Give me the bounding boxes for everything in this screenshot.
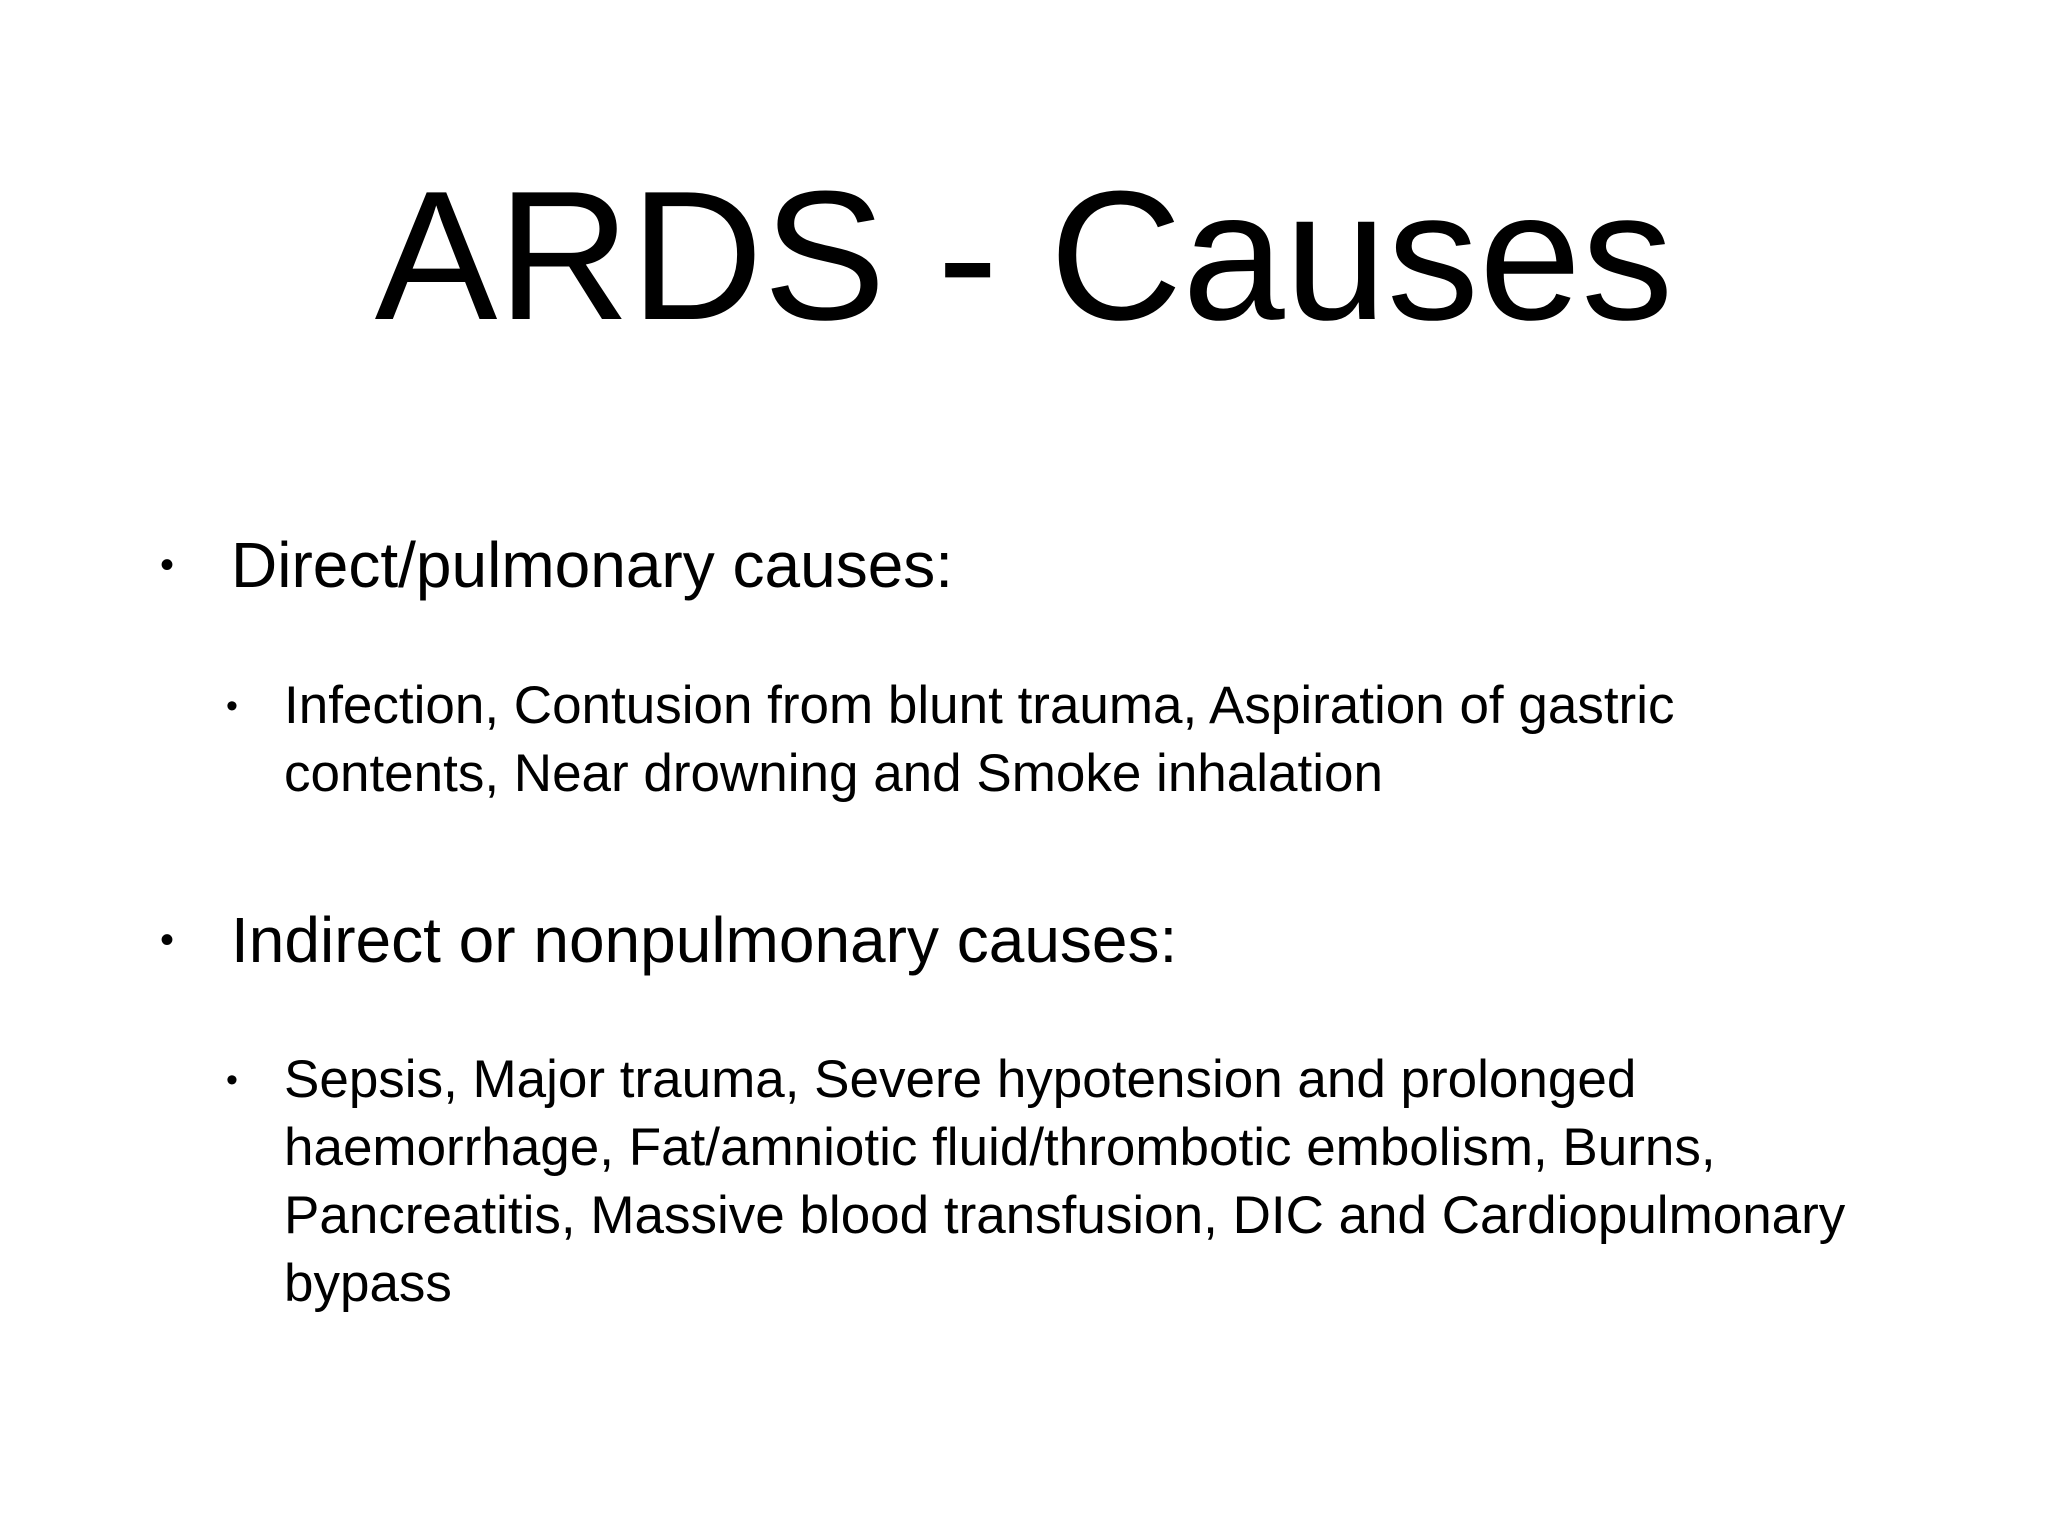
slide-title: ARDS - Causes: [374, 152, 1674, 358]
bullet-dot: •: [160, 543, 175, 587]
sub-bullet-text-indirect: Sepsis, Major trauma, Severe hypotension and prolonged haemorrhage, Fat/amniotic fluid/thrombotic embolism, Burns, Pancreatitis, Massive blood transfusion, DIC and Cardiopulmonary bypass: [284, 1050, 1846, 1313]
sub-bullet-text-direct: Infection, Contusion from blunt trauma, Aspiration of gastric contents, Near drowning and Smoke inhalation: [284, 676, 1675, 803]
sub-bullet-dot: •: [226, 1061, 238, 1099]
sub-bullet-dot: •: [226, 687, 238, 725]
bullet-heading-indirect: Indirect or nonpulmonary causes:: [231, 904, 1178, 976]
bullet-heading-direct: Direct/pulmonary causes:: [231, 529, 954, 601]
bullet-dot: •: [160, 918, 175, 962]
